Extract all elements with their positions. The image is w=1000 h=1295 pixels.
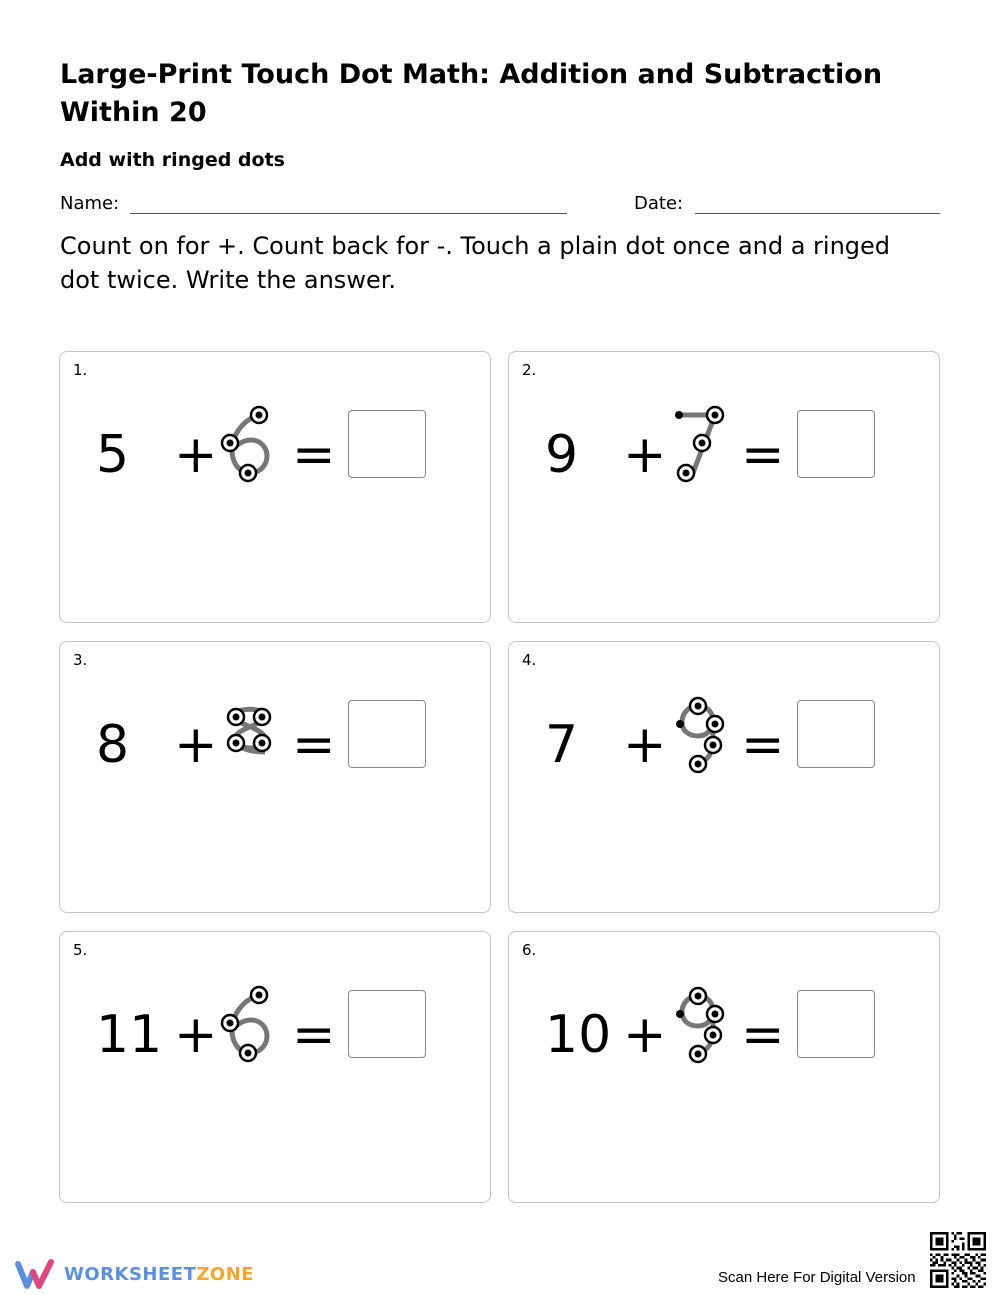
name-label: Name: (60, 193, 120, 214)
problem-card (59, 931, 491, 1203)
answer-box[interactable] (797, 410, 875, 478)
answer-box[interactable] (797, 700, 875, 768)
problem-number: 3. (73, 651, 88, 669)
brand-part-2: ZONE (196, 1264, 255, 1285)
operator-plus: + (623, 715, 667, 775)
operator-plus: + (623, 1005, 667, 1065)
page-subtitle: Add with ringed dots (60, 149, 285, 171)
operator-plus: + (174, 715, 218, 775)
first-addend: 8 (96, 715, 130, 775)
touch-digit-six-icon (220, 984, 280, 1064)
operator-plus: + (174, 1005, 218, 1065)
operator-plus: + (174, 425, 218, 485)
equals-sign: = (741, 715, 785, 775)
first-addend: 9 (545, 425, 579, 485)
scan-caption: Scan Here For Digital Version (718, 1269, 916, 1286)
problem-card (508, 351, 940, 623)
brand-name (64, 1264, 254, 1285)
qr-code-icon[interactable] (930, 1232, 986, 1288)
touch-digit-nine-icon (669, 694, 729, 774)
equals-sign: = (292, 1005, 336, 1065)
problem-card (508, 641, 940, 913)
name-date-row (60, 193, 940, 217)
equals-sign: = (741, 1005, 785, 1065)
answer-box[interactable] (797, 990, 875, 1058)
worksheetzone-logo-icon (15, 1258, 59, 1292)
page-title: Large-Print Touch Dot Math: Addition and Subtraction Within 20 (60, 59, 883, 128)
touch-digit-nine-icon (669, 984, 729, 1064)
problem-number: 2. (522, 361, 537, 379)
first-addend: 5 (96, 425, 130, 485)
first-addend: 11 (96, 1005, 163, 1065)
equals-sign: = (292, 715, 336, 775)
problem-card (59, 641, 491, 913)
instructions: Count on for +. Count back for -. Touch a plain dot once and a ringed dot twice. Write the answer. (60, 232, 891, 294)
date-label: Date: (634, 193, 684, 214)
equals-sign: = (741, 425, 785, 485)
operator-plus: + (623, 425, 667, 485)
touch-digit-seven-icon (669, 404, 729, 484)
name-field[interactable] (130, 213, 567, 214)
problem-number: 6. (522, 941, 537, 959)
problem-number: 4. (522, 651, 537, 669)
equals-sign: = (292, 425, 336, 485)
brand-part-1: WORKSHEET (64, 1264, 197, 1285)
first-addend: 10 (545, 1005, 612, 1065)
problem-number: 5. (73, 941, 88, 959)
answer-box[interactable] (348, 410, 426, 478)
answer-box[interactable] (348, 700, 426, 768)
problem-card (59, 351, 491, 623)
date-field[interactable] (695, 213, 940, 214)
first-addend: 7 (545, 715, 579, 775)
problem-card (508, 931, 940, 1203)
touch-digit-eight-icon (220, 694, 280, 774)
answer-box[interactable] (348, 990, 426, 1058)
touch-digit-six-icon (220, 404, 280, 484)
problem-number: 1. (73, 361, 88, 379)
